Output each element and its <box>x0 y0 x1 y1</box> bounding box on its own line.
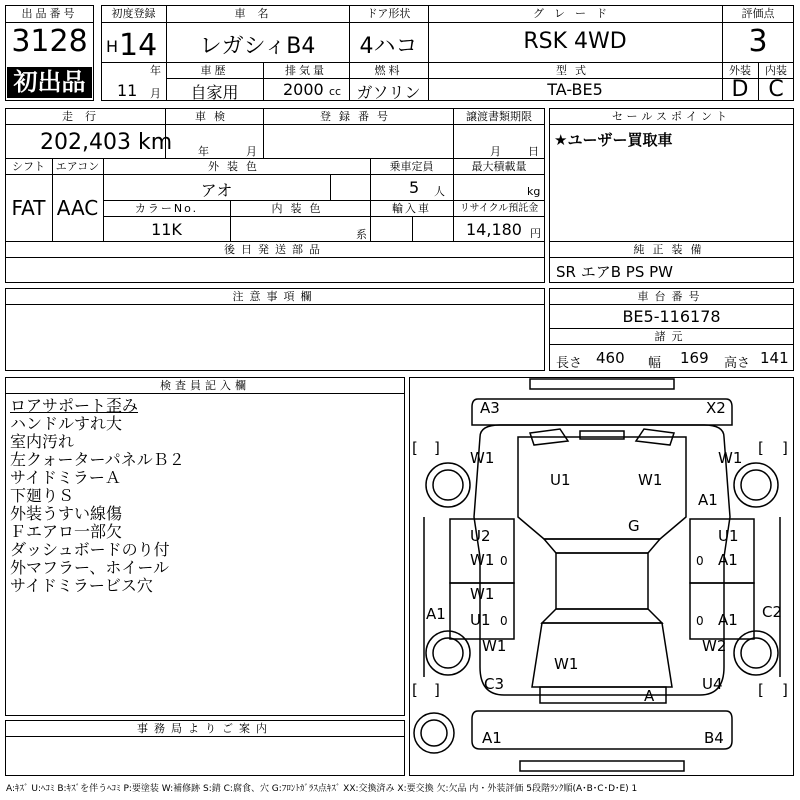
mileage: 202,403 <box>40 130 131 155</box>
ext-color: アオ <box>200 181 233 200</box>
later-parts-label: 後日発送部品 <box>224 243 326 256</box>
mark-front-right: X2 <box>706 399 726 417</box>
chassis-label: 車台番号 <box>637 290 706 303</box>
front-bumper-outline <box>530 379 674 389</box>
inspector-note: Ｆエアロ一部欠 <box>10 522 123 541</box>
mark-fl-wheel: W1 <box>470 449 495 467</box>
first-listing-badge: 初出品 <box>7 67 92 98</box>
door-type-label: ドア形状 <box>366 7 411 20</box>
equipment-text: SR エアB PS PW <box>556 263 673 281</box>
score-label: 評価点 <box>741 7 775 20</box>
aircon: AAC <box>56 196 99 220</box>
era-letter: H <box>106 37 119 56</box>
model: TA-BE5 <box>547 80 603 99</box>
dims-label: 諸元 <box>654 330 689 343</box>
capacity-unit: 人 <box>434 185 445 198</box>
mark-rl-door-top: W1 <box>470 585 495 603</box>
mark-rl-quarter: C3 <box>484 675 505 693</box>
chassis-number: BE5-116178 <box>622 307 721 326</box>
transfer-month-unit: 月 <box>490 145 501 158</box>
exterior-grade: D <box>731 77 749 102</box>
inspection-label: 車検 <box>195 110 233 123</box>
mileage-unit: km <box>138 130 173 155</box>
capacity: 5 <box>409 178 420 197</box>
mark-hood-left: U1 <box>550 471 571 489</box>
lot-number: 3128 <box>11 24 88 59</box>
score: 3 <box>748 24 768 59</box>
displacement: 2000 <box>283 80 324 99</box>
mark-bracket: [ <box>412 439 418 457</box>
mileage-label: 走行 <box>62 110 108 123</box>
mark-rr-door: A1 <box>718 611 738 629</box>
inspector-note: ロアサポート歪み <box>10 396 139 415</box>
mark-rear-left: A1 <box>482 729 502 747</box>
mark-rr-quarter: U4 <box>702 675 723 693</box>
grade-label: グレード <box>533 7 617 20</box>
exterior-label: 外装 <box>729 64 751 77</box>
int-color-suffix: 系 <box>356 228 367 241</box>
windshield-outline <box>544 539 660 553</box>
color-no-label: カラーNo. <box>134 202 199 215</box>
first-reg-label: 初度登録 <box>111 7 156 20</box>
model-label: 型式 <box>556 64 594 77</box>
displacement-unit: cc <box>329 85 342 98</box>
inspector-note: 外装うすい線傷 <box>10 504 123 523</box>
reg-number-label: 登録番号 <box>320 110 396 123</box>
mark-bracket: [ <box>758 681 764 699</box>
fuel: ガソリン <box>356 83 421 102</box>
mark-rl-door-bot: U1 <box>470 611 491 629</box>
length-label: 長さ <box>556 356 583 371</box>
height-value: 141 <box>760 349 789 367</box>
inspector-label: 検査員記入欄 <box>160 379 250 392</box>
front-frame-outline <box>472 399 732 425</box>
mark-r-quarter: C2 <box>762 603 783 621</box>
mark-fr-door-top: U1 <box>718 527 739 545</box>
mark-fl-door-bot: W1 <box>470 551 495 569</box>
mark-zero: 0 <box>500 554 508 568</box>
displacement-label: 排気量 <box>285 64 327 77</box>
office-label: 事務局よりご案内 <box>137 722 273 735</box>
fuel-label: 燃料 <box>374 64 403 77</box>
int-color-label: 内装色 <box>271 202 329 215</box>
length-value: 460 <box>596 349 625 367</box>
grade: RSK 4WD <box>523 29 627 54</box>
lot-number-label: 出品番号 <box>21 7 78 20</box>
roof-outline <box>556 553 648 609</box>
car-body-outline <box>474 425 730 695</box>
history-label: 車歴 <box>200 64 229 77</box>
inspector-note: ハンドルすれ大 <box>10 414 123 433</box>
interior-grade: C <box>768 77 784 102</box>
inspector-note: 室内汚れ <box>10 432 75 451</box>
mark-trunk: W1 <box>554 655 579 673</box>
legend-text: A:ｷｽﾞ U:ﾍｺﾐ B:ｷｽﾞを伴うﾍｺﾐ P:要塗装 W:補修跡 S:錆 C:腐食、穴 G:ﾌﾛﾝﾄｶﾞﾗｽ点ｷｽﾞ XX:交換済み X:要交換 欠:欠品 内・外装評価 5段階ﾗﾝｸ順(A･B･C･D･E) 1 <box>6 784 638 794</box>
ext-color-label: 外装色 <box>208 160 265 173</box>
recycle-label: リサイクル預託金 <box>459 203 539 214</box>
first-reg-year: 14 <box>119 28 158 63</box>
first-reg-month: 11 <box>117 81 138 100</box>
sales-point-label: セールスポイント <box>611 110 731 123</box>
inspector-note: 外マフラー、ホイール <box>10 558 170 577</box>
inspector-note: 左クォーターパネルＢ２ <box>10 450 185 469</box>
inspection-year-unit: 年 <box>198 145 209 158</box>
capacity-label: 乗車定員 <box>389 160 434 173</box>
mark-l-sill: A1 <box>426 605 446 623</box>
month-unit: 月 <box>150 87 161 100</box>
mark-fl-door-top: U2 <box>470 527 491 545</box>
mark-bracket: [ <box>412 681 418 699</box>
mark-zero: 0 <box>696 614 704 628</box>
recycle-fee: 14,180 <box>466 220 522 239</box>
mark-zero: 0 <box>696 554 704 568</box>
door-type: 4ハコ <box>359 34 418 59</box>
year-unit: 年 <box>150 64 161 77</box>
rear-bumper-outline <box>472 711 732 749</box>
mark-rear-right: B4 <box>704 729 724 747</box>
width-label: 幅 <box>648 356 662 371</box>
inspection-month-unit: 月 <box>246 145 257 158</box>
shift-label: シフト <box>12 160 45 173</box>
transfer-day-unit: 日 <box>528 145 539 158</box>
mark-rl-wheel: W1 <box>482 637 507 655</box>
inspector-note: 下廻りＳ <box>10 486 75 505</box>
mark-fr-door-bot: A1 <box>718 551 738 569</box>
car-name-label: 車名 <box>234 7 281 20</box>
inspector-note: ダッシュボードのり付 <box>10 540 170 559</box>
mark-front-left: A3 <box>480 399 500 417</box>
mark-fr-wheel: W1 <box>718 449 743 467</box>
inspector-note: サイドミラービス穴 <box>10 576 153 595</box>
mark-bracket: ] <box>434 439 440 457</box>
sales-point-text: ★ユーザー買取車 <box>554 131 673 149</box>
color-no: 11K <box>151 220 182 239</box>
recycle-unit: 円 <box>530 227 541 240</box>
car-damage-diagram <box>410 377 794 775</box>
car-name: レガシィB4 <box>199 34 316 59</box>
mark-bracket: ] <box>782 681 788 699</box>
mark-bracket: [ <box>758 439 764 457</box>
history: 自家用 <box>190 83 239 102</box>
interior-label: 内装 <box>765 64 787 77</box>
width-value: 169 <box>680 349 709 367</box>
transfer-label: 譲渡書類期限 <box>466 110 532 123</box>
mark-zero: 0 <box>500 614 508 628</box>
mark-bracket: ] <box>782 439 788 457</box>
max-load-unit: kg <box>527 185 541 198</box>
trunk-outline <box>532 623 672 687</box>
mark-rr-wheel: W2 <box>702 637 727 655</box>
equipment-label: 純正装備 <box>633 243 710 256</box>
max-load-label: 最大積載量 <box>471 160 527 173</box>
spare-wheel <box>414 713 454 753</box>
aircon-label: エアコン <box>55 160 100 173</box>
mark-rear-center: A <box>644 687 655 705</box>
import-label: 輸入車 <box>392 202 431 215</box>
mark-windshield: G <box>628 517 640 535</box>
mark-fr-fender: A1 <box>698 491 718 509</box>
mark-bracket: ] <box>434 681 440 699</box>
caution-label: 注意事項欄 <box>232 290 318 303</box>
shift: FAT <box>11 196 46 220</box>
mark-hood-right: W1 <box>638 471 663 489</box>
inspector-note: サイドミラーＡ <box>10 468 121 487</box>
height-label: 高さ <box>724 356 751 371</box>
